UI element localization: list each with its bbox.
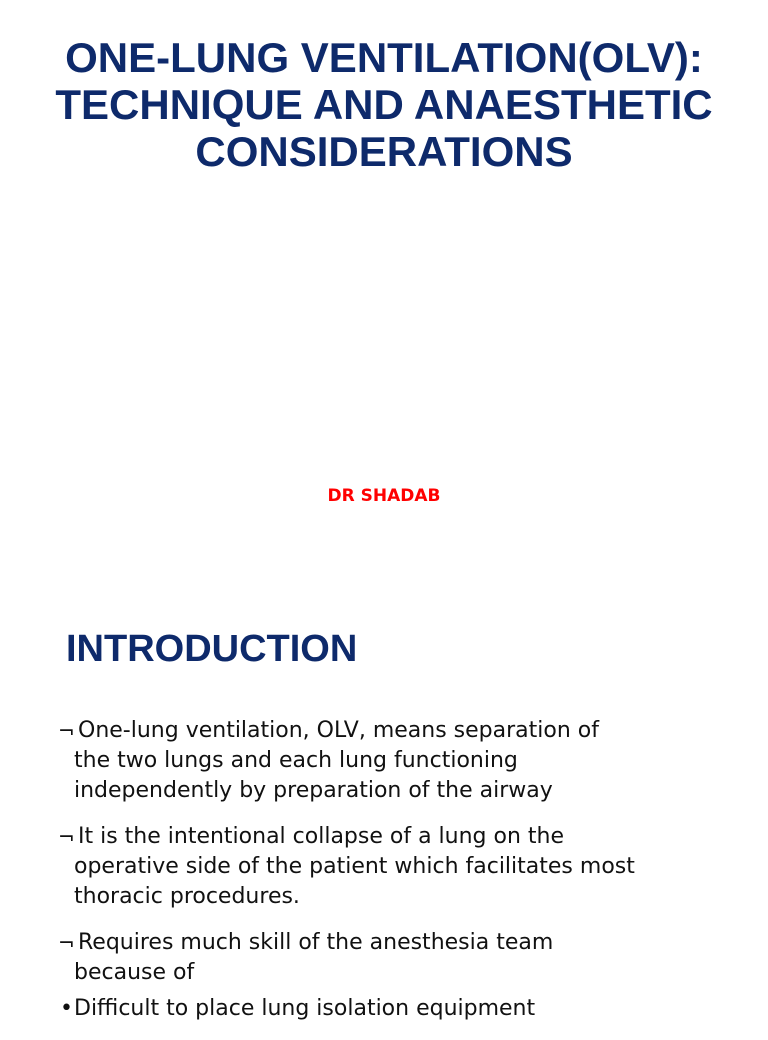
section-heading: INTRODUCTION (66, 628, 358, 670)
bullet-text-line: thoracic procedures. (74, 884, 300, 909)
title-line: CONSIDERATIONS (195, 128, 573, 175)
negation-bullet-icon: ¬ (58, 719, 75, 743)
bullet-text-line: operative side of the patient which facilitates most (74, 854, 635, 879)
bullet-text-line: because of (74, 960, 195, 985)
bullet-text-line: independently by preparation of the airway (74, 778, 553, 803)
slide-title (0, 34, 768, 175)
bullet-item (58, 994, 718, 1024)
negation-bullet-icon: ¬ (58, 825, 75, 849)
bullet-text-line: Difficult to place lung isolation equipment (74, 996, 536, 1021)
title-line: ONE-LUNG VENTILATION(OLV): (65, 34, 703, 81)
author-name: DR SHADAB (327, 486, 441, 506)
dot-bullet-icon: • (60, 996, 73, 1021)
bullet-item (58, 928, 718, 988)
bullet-text-line: Requires much skill of the anesthesia team (78, 930, 554, 955)
bullet-text-line: the two lungs and each lung functioning (74, 748, 518, 773)
bullet-item (58, 716, 718, 806)
title-line: TECHNIQUE AND ANAESTHETIC (55, 81, 713, 128)
bullet-text-line: It is the intentional collapse of a lung on the (78, 824, 565, 849)
introduction-slide (0, 600, 768, 1024)
negation-bullet-icon: ¬ (58, 931, 75, 955)
bullet-text-line: One-lung ventilation, OLV, means separation of (78, 718, 599, 743)
bullet-item (58, 822, 718, 912)
bullet-list (58, 716, 718, 1040)
